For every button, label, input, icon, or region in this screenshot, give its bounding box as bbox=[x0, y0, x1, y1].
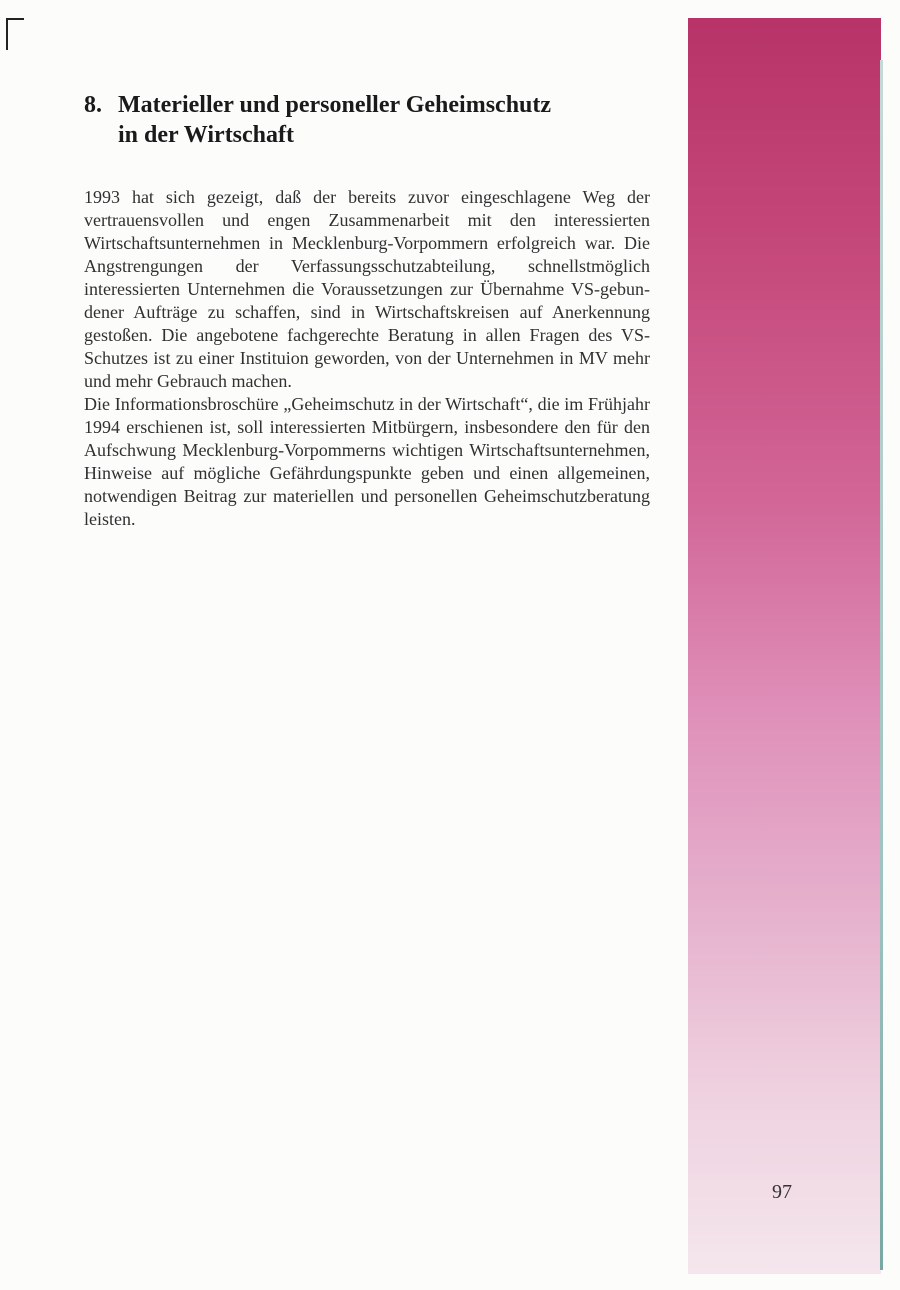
page-content bbox=[84, 90, 650, 531]
section-heading bbox=[84, 90, 650, 150]
decorative-side-bar bbox=[688, 18, 881, 1274]
crop-mark bbox=[6, 18, 24, 50]
side-bar-edge bbox=[880, 60, 883, 1270]
body-paragraph-2: Die Informationsbroschüre „Geheimschutz in der Wirtschaft“, die im Frühjahr 1994 erschienen ist, soll interessierten Mitbürgern, insbesondere den für den Aufschwung Mecklenburg-Vorpommerns wichtigen Wirtschaftsunternehmen, Hinweise auf mögliche Gefährdungspunkte geben und einen allgemeinen, notwendigen Beitrag zur materiellen und personellen Geheimschutzberatung leisten. bbox=[84, 394, 650, 529]
section-number: 8. bbox=[84, 92, 102, 118]
section-title-line-1: Materieller und personeller Geheimschutz bbox=[118, 92, 552, 118]
body-paragraph-1: 1993 hat sich gezeigt, daß der bereits zuvor eingeschlagene Weg der vertrauensvollen und engen Zusammenarbeit mit den interessierten Wirtschaftsunternehmen in Mecklenburg-Vorpommern erfolgreich war. Die Angstrengungen der Verfassungsschutzabteilung, schnellstmöglich interessierten Unternehmen die Voraussetzungen zur Übernahme VS-gebundener Aufträge zu schaffen, sind in Wirtschaftskreisen auf Anerkennung gestoßen. Die angebotene fachgerechte Beratung in allen Fragen des VS-Schutzes ist zu einer Instituion geworden, von der Unternehmen in MV mehr und mehr Gebrauch machen. bbox=[84, 187, 650, 391]
page-number: 97 bbox=[772, 1181, 792, 1203]
section-title-line-2: in der Wirtschaft bbox=[118, 122, 295, 148]
